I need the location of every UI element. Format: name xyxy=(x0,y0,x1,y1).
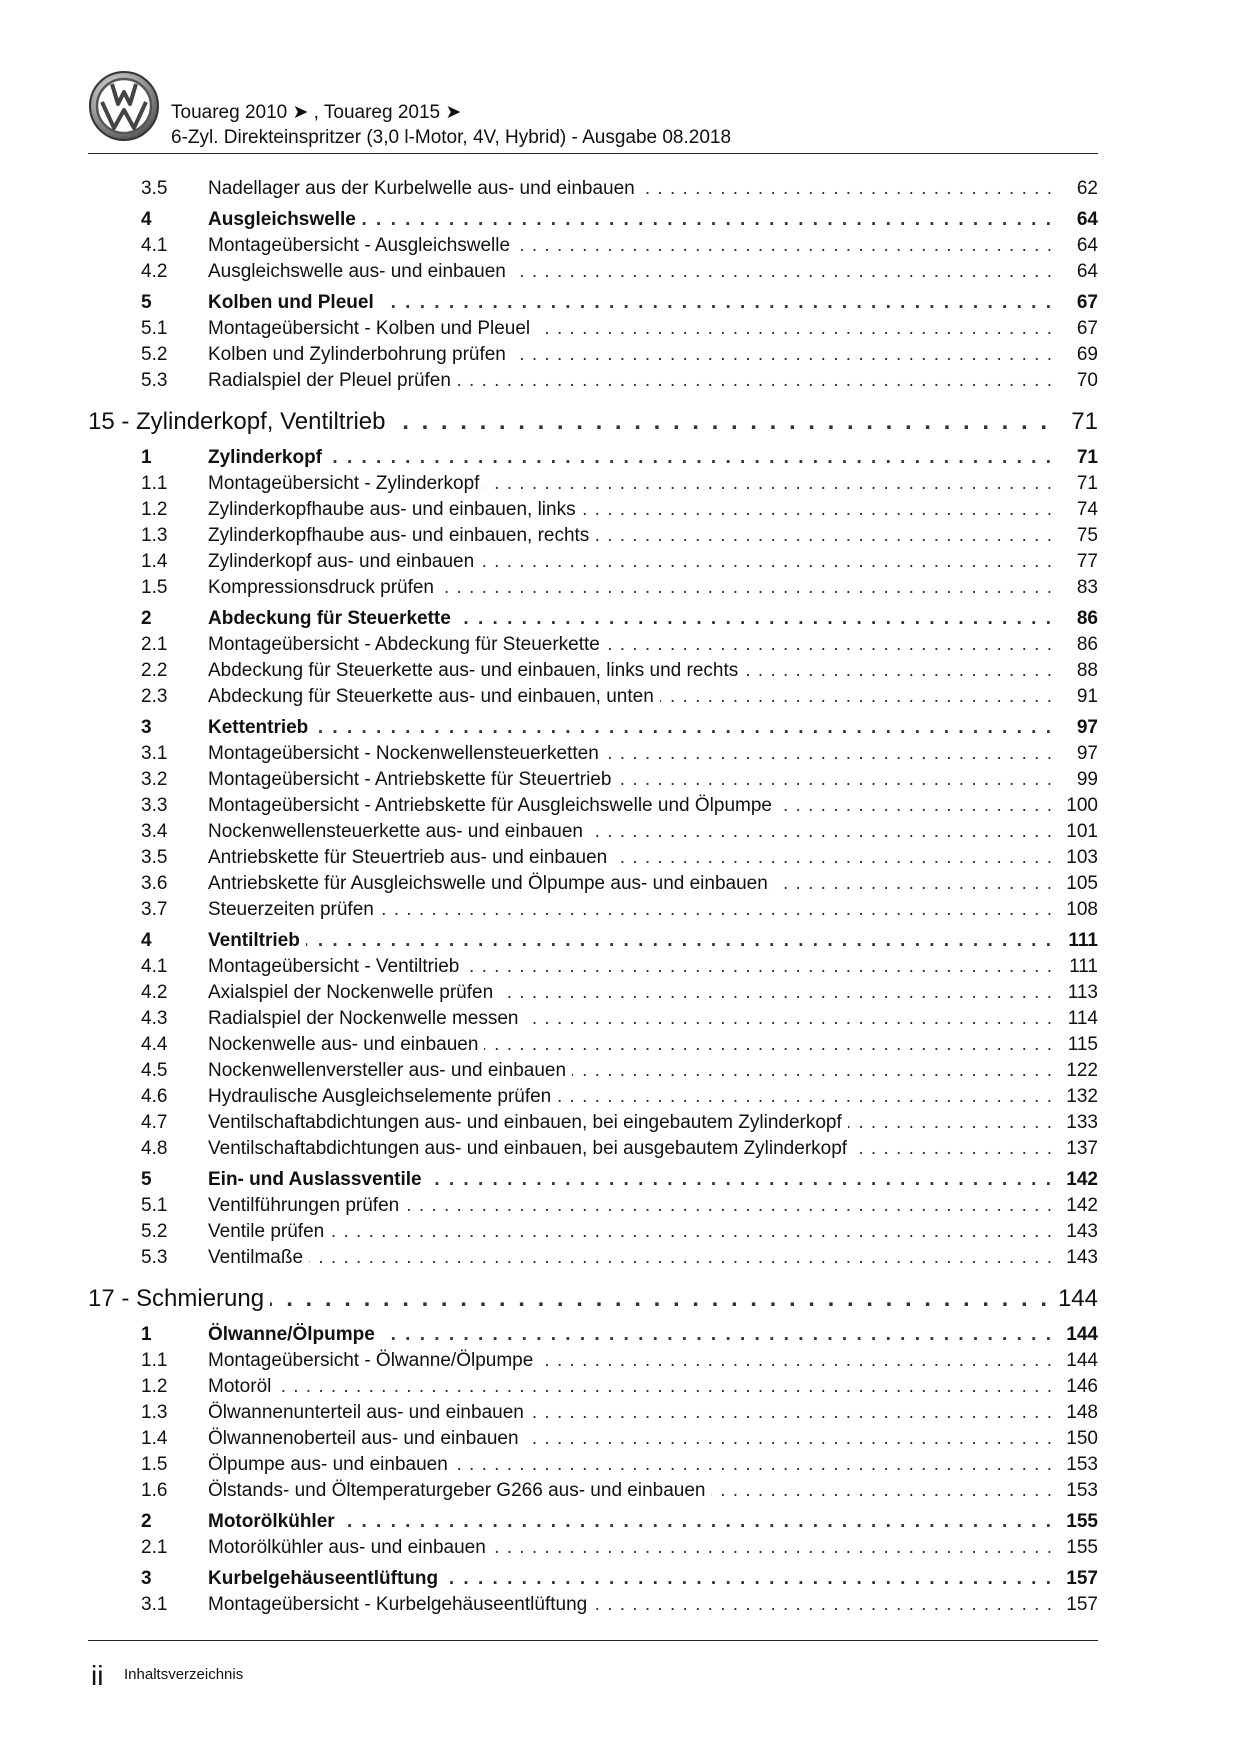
toc-entry[interactable] xyxy=(88,1400,1098,1426)
toc-page-number: 88 xyxy=(1076,660,1098,681)
toc-title-text: Montageübersicht - Ölwanne/Ölpumpe xyxy=(208,1350,539,1371)
toc-title xyxy=(208,176,1053,202)
toc-number: 1.1 xyxy=(141,1350,168,1371)
toc-title-text: Ein- und Auslassventile xyxy=(208,1169,428,1190)
toc-title xyxy=(208,1167,1053,1193)
toc-number: 2.1 xyxy=(141,1537,168,1558)
toc-entry[interactable] xyxy=(88,497,1098,523)
toc-number: 2.2 xyxy=(141,660,168,681)
toc-page-number: 101 xyxy=(1066,821,1098,842)
toc-title-text: Ausgleichswelle aus- und einbauen xyxy=(208,261,512,282)
toc-page-number: 99 xyxy=(1076,769,1098,790)
toc-title xyxy=(208,497,1053,523)
toc-entry[interactable] xyxy=(88,1452,1098,1478)
toc-number: 1.1 xyxy=(141,473,168,494)
toc-page-number: 64 xyxy=(1076,209,1098,230)
toc-entry[interactable] xyxy=(88,632,1098,658)
toc-number: 4.1 xyxy=(141,235,168,256)
toc-title xyxy=(208,1322,1053,1348)
toc-number: 4.1 xyxy=(141,956,168,977)
toc-title-text: Ventilführungen prüfen xyxy=(208,1195,405,1216)
toc-section[interactable] xyxy=(88,1167,1098,1193)
toc-section[interactable] xyxy=(88,1322,1098,1348)
toc-title xyxy=(208,549,1053,575)
vw-logo-icon xyxy=(88,70,160,142)
toc-title xyxy=(208,1193,1053,1219)
footer-page-number: ii xyxy=(91,1660,104,1691)
toc-number: 4.2 xyxy=(141,982,168,1003)
toc-page-number: 157 xyxy=(1066,1594,1098,1615)
toc-title xyxy=(208,523,1053,549)
toc-entry[interactable] xyxy=(88,176,1098,202)
toc-page-number: 91 xyxy=(1076,686,1098,707)
toc-entry[interactable] xyxy=(88,1136,1098,1162)
toc-title-text: Zylinderkopfhaube aus- und einbauen, rechts xyxy=(208,525,595,546)
toc-number: 3.2 xyxy=(141,769,168,790)
toc-title-text: Antriebskette für Ausgleichswelle und Ölpumpe aus- und einbauen xyxy=(208,873,774,894)
toc-number: 5 xyxy=(141,292,152,313)
toc-number: 1.4 xyxy=(141,1428,168,1449)
toc-page-number: 157 xyxy=(1066,1568,1098,1589)
toc-section[interactable] xyxy=(88,928,1098,954)
toc-entry[interactable] xyxy=(88,233,1098,259)
toc-title xyxy=(208,845,1053,871)
toc-section[interactable] xyxy=(88,1509,1098,1535)
toc-number: 4.4 xyxy=(141,1034,168,1055)
toc-title-text: Radialspiel der Pleuel prüfen xyxy=(208,370,457,391)
toc-title xyxy=(208,1400,1053,1426)
toc-entry[interactable] xyxy=(88,1426,1098,1452)
toc-number: 3 xyxy=(141,717,152,738)
toc-title-text: Ölpumpe aus- und einbauen xyxy=(208,1454,454,1475)
toc-entry[interactable] xyxy=(88,1006,1098,1032)
toc-page-number: 71 xyxy=(1071,408,1098,435)
toc-page-number: 144 xyxy=(1057,1285,1098,1312)
toc-number: 5.2 xyxy=(141,344,168,365)
toc-title-text: Ventilschaftabdichtungen aus- und einbauen, bei ausgebautem Zylinderkopf xyxy=(208,1138,853,1159)
toc-number: 5.3 xyxy=(141,1247,168,1268)
toc-chapter[interactable] xyxy=(88,1281,1098,1317)
toc-entry[interactable] xyxy=(88,980,1098,1006)
toc-title-text: Ölwannenunterteil aus- und einbauen xyxy=(208,1402,530,1423)
toc-title xyxy=(208,471,1053,497)
toc-title-text: Antriebskette für Steuertrieb aus- und einbauen xyxy=(208,847,613,868)
toc-title-text: Montageübersicht - Kurbelgehäuseentlüftung xyxy=(208,1594,593,1615)
toc-title xyxy=(208,207,1053,233)
toc-number: 4.3 xyxy=(141,1008,168,1029)
toc-title xyxy=(208,1478,1053,1504)
toc-page-number: 137 xyxy=(1066,1138,1098,1159)
toc-title xyxy=(208,658,1053,684)
toc-title-text: Montageübersicht - Antriebskette für Ausgleichswelle und Ölpumpe xyxy=(208,795,778,816)
toc-title xyxy=(208,1509,1053,1535)
toc-entry[interactable] xyxy=(88,658,1098,684)
footer-divider xyxy=(88,1640,1098,1641)
toc-page-number: 77 xyxy=(1076,551,1098,572)
toc-title xyxy=(208,1110,1053,1136)
toc-title xyxy=(208,1136,1053,1162)
toc-entry[interactable] xyxy=(88,741,1098,767)
toc-entry[interactable] xyxy=(88,845,1098,871)
toc-entry[interactable] xyxy=(88,523,1098,549)
toc-title-text: Abdeckung für Steuerkette aus- und einbauen, links und rechts xyxy=(208,660,744,681)
toc-title xyxy=(208,1452,1053,1478)
toc-number: 3 xyxy=(141,1568,152,1589)
toc-title xyxy=(208,897,1053,923)
toc-page-number: 114 xyxy=(1067,1008,1098,1029)
toc-title xyxy=(208,342,1053,368)
toc-number: 3.5 xyxy=(141,847,168,868)
toc-title xyxy=(208,1032,1053,1058)
toc-page-number: 105 xyxy=(1066,873,1098,894)
toc-title-text: Motorölkühler xyxy=(208,1511,341,1532)
toc-page-number: 70 xyxy=(1076,370,1098,391)
toc-number: 5.2 xyxy=(141,1221,168,1242)
toc-title-text: Ventiltrieb xyxy=(208,930,306,951)
toc-title xyxy=(208,1058,1053,1084)
toc-entry[interactable] xyxy=(88,1219,1098,1245)
toc-title-text: Montageübersicht - Zylinderkopf xyxy=(208,473,485,494)
toc-page-number: 111 xyxy=(1069,956,1098,977)
toc-page-number: 71 xyxy=(1076,473,1098,494)
toc-section[interactable] xyxy=(88,290,1098,316)
toc-entry[interactable] xyxy=(88,1535,1098,1561)
toc-entry[interactable] xyxy=(88,1032,1098,1058)
toc-number: 1.6 xyxy=(141,1480,168,1501)
toc-title xyxy=(208,1426,1053,1452)
toc-number: 4 xyxy=(141,930,152,951)
toc-title xyxy=(208,1374,1053,1400)
toc-page-number: 148 xyxy=(1066,1402,1098,1423)
toc-title-text: Montageübersicht - Nockenwellensteuerketten xyxy=(208,743,605,764)
toc-title-text: Montageübersicht - Ausgleichswelle xyxy=(208,235,516,256)
toc-title xyxy=(208,980,1053,1006)
toc-entry[interactable] xyxy=(88,819,1098,845)
toc-number: 4.5 xyxy=(141,1060,168,1081)
toc-page-number: 150 xyxy=(1066,1428,1098,1449)
toc-title xyxy=(208,233,1053,259)
toc-page-number: 144 xyxy=(1066,1324,1098,1345)
toc-title-text: Steuerzeiten prüfen xyxy=(208,899,380,920)
toc-entry[interactable] xyxy=(88,342,1098,368)
toc-title-text: Kolben und Zylinderbohrung prüfen xyxy=(208,344,512,365)
toc-page-number: 153 xyxy=(1066,1454,1098,1475)
toc-title xyxy=(88,404,1050,440)
toc-page-number: 133 xyxy=(1066,1112,1098,1133)
toc-title-text: Kurbelgehäuseentlüftung xyxy=(208,1568,444,1589)
toc-title-text: Nockenwellenversteller aus- und einbauen xyxy=(208,1060,572,1081)
toc-number: 3.5 xyxy=(141,178,168,199)
toc-page-number: 144 xyxy=(1066,1350,1098,1371)
toc-entry[interactable] xyxy=(88,575,1098,601)
toc-title-text: Ölstands- und Öltemperaturgeber G266 aus- und einbauen xyxy=(208,1480,711,1501)
toc-title xyxy=(208,715,1053,741)
toc-section[interactable] xyxy=(88,1566,1098,1592)
toc-page-number: 71 xyxy=(1076,447,1098,468)
header-engine-line: 6-Zyl. Direkteinspritzer (3,0 l-Motor, 4V, Hybrid) - Ausgabe 08.2018 xyxy=(171,127,732,148)
toc-number: 1.2 xyxy=(141,1376,168,1397)
toc-entry[interactable] xyxy=(88,897,1098,923)
toc-title-text: 15 - Zylinderkopf, Ventiltrieb xyxy=(88,408,391,435)
toc-number: 1.3 xyxy=(141,525,168,546)
toc-title xyxy=(208,1566,1053,1592)
toc-page-number: 146 xyxy=(1066,1376,1098,1397)
toc-entry[interactable] xyxy=(88,871,1098,897)
toc-page-number: 155 xyxy=(1066,1511,1098,1532)
toc-title xyxy=(208,632,1053,658)
toc-title xyxy=(208,954,1053,980)
toc-entry[interactable] xyxy=(88,471,1098,497)
toc-number: 1 xyxy=(141,447,152,468)
toc-page-number: 97 xyxy=(1076,743,1098,764)
toc-title-text: Zylinderkopf xyxy=(208,447,328,468)
toc-title xyxy=(208,1084,1053,1110)
toc-page-number: 64 xyxy=(1076,235,1098,256)
table-of-contents xyxy=(88,176,1098,1618)
toc-title-text: Nockenwelle aus- und einbauen xyxy=(208,1034,484,1055)
toc-entry[interactable] xyxy=(88,1058,1098,1084)
toc-number: 1 xyxy=(141,1324,152,1345)
toc-page-number: 111 xyxy=(1068,930,1098,951)
toc-title-text: 17 - Schmierung xyxy=(88,1285,270,1312)
toc-title xyxy=(208,819,1053,845)
toc-page-number: 115 xyxy=(1067,1034,1098,1055)
toc-title-text: Abdeckung für Steuerkette xyxy=(208,608,457,629)
toc-page-number: 74 xyxy=(1076,499,1098,520)
toc-number: 3.6 xyxy=(141,873,168,894)
toc-number: 5 xyxy=(141,1169,152,1190)
toc-number: 5.1 xyxy=(141,318,168,339)
toc-number: 2.3 xyxy=(141,686,168,707)
toc-title-text: Ventilmaße xyxy=(208,1247,309,1268)
toc-title-text: Montageübersicht - Abdeckung für Steuerkette xyxy=(208,634,606,655)
toc-title-text: Kettentrieb xyxy=(208,717,314,738)
toc-number: 3.3 xyxy=(141,795,168,816)
toc-number: 2 xyxy=(141,608,152,629)
toc-title-text: Montageübersicht - Ventiltrieb xyxy=(208,956,465,977)
toc-entry[interactable] xyxy=(88,1245,1098,1271)
toc-entry[interactable] xyxy=(88,767,1098,793)
toc-entry[interactable] xyxy=(88,1193,1098,1219)
toc-number: 4 xyxy=(141,209,152,230)
toc-page-number: 86 xyxy=(1076,634,1098,655)
toc-page-number: 64 xyxy=(1076,261,1098,282)
toc-title xyxy=(88,1281,1050,1317)
toc-page-number: 83 xyxy=(1076,577,1098,598)
toc-page-number: 69 xyxy=(1076,344,1098,365)
toc-title xyxy=(208,259,1053,285)
toc-title-text: Nockenwellensteuerkette aus- und einbauen xyxy=(208,821,589,842)
toc-number: 2.1 xyxy=(141,634,168,655)
toc-entry[interactable] xyxy=(88,259,1098,285)
toc-title-text: Ausgleichswelle xyxy=(208,209,362,230)
toc-number: 1.3 xyxy=(141,1402,168,1423)
toc-title xyxy=(208,767,1053,793)
toc-number: 1.5 xyxy=(141,1454,168,1475)
toc-title xyxy=(208,606,1053,632)
toc-title xyxy=(208,1592,1053,1618)
toc-title-text: Motoröl xyxy=(208,1376,277,1397)
toc-page-number: 155 xyxy=(1066,1537,1098,1558)
toc-title xyxy=(208,871,1053,897)
toc-page-number: 67 xyxy=(1076,292,1098,313)
toc-page-number: 67 xyxy=(1076,318,1098,339)
toc-title-text: Zylinderkopf aus- und einbauen xyxy=(208,551,480,572)
toc-title-text: Axialspiel der Nockenwelle prüfen xyxy=(208,982,499,1003)
toc-entry[interactable] xyxy=(88,793,1098,819)
toc-title xyxy=(208,1348,1053,1374)
toc-title-text: Hydraulische Ausgleichselemente prüfen xyxy=(208,1086,557,1107)
toc-entry[interactable] xyxy=(88,1110,1098,1136)
toc-title-text: Montageübersicht - Antriebskette für Steuertrieb xyxy=(208,769,617,790)
toc-page-number: 108 xyxy=(1066,899,1098,920)
toc-page-number: 97 xyxy=(1076,717,1098,738)
toc-entry[interactable] xyxy=(88,316,1098,342)
header-text xyxy=(171,100,731,150)
toc-title-text: Ventile prüfen xyxy=(208,1221,330,1242)
toc-title-text: Ölwannenoberteil aus- und einbauen xyxy=(208,1428,525,1449)
toc-number: 1.2 xyxy=(141,499,168,520)
toc-page-number: 62 xyxy=(1076,178,1098,199)
toc-title-text: Ventilschaftabdichtungen aus- und einbauen, bei eingebautem Zylinderkopf xyxy=(208,1112,848,1133)
toc-title xyxy=(208,1535,1053,1561)
toc-title xyxy=(208,741,1053,767)
footer-section-label: Inhaltsverzeichnis xyxy=(124,1666,244,1683)
toc-number: 3.7 xyxy=(141,899,168,920)
toc-title-text: Radialspiel der Nockenwelle messen xyxy=(208,1008,525,1029)
toc-title-text: Kolben und Pleuel xyxy=(208,292,380,313)
toc-title xyxy=(208,1245,1053,1271)
toc-page-number: 86 xyxy=(1076,608,1098,629)
toc-number: 3.1 xyxy=(141,743,168,764)
toc-number: 4.8 xyxy=(141,1138,168,1159)
toc-entry[interactable] xyxy=(88,549,1098,575)
toc-title xyxy=(208,684,1053,710)
toc-title xyxy=(208,793,1053,819)
toc-number: 3.4 xyxy=(141,821,168,842)
toc-entry[interactable] xyxy=(88,954,1098,980)
toc-page-number: 142 xyxy=(1066,1169,1098,1190)
toc-title-text: Ölwanne/Ölpumpe xyxy=(208,1324,381,1345)
header-vehicle-line: Touareg 2010 ➤ , Touareg 2015 ➤ xyxy=(171,102,462,123)
toc-title-text: Nadellager aus der Kurbelwelle aus- und einbauen xyxy=(208,178,641,199)
toc-page-number: 143 xyxy=(1066,1247,1098,1268)
toc-title-text: Kompressionsdruck prüfen xyxy=(208,577,440,598)
toc-section[interactable] xyxy=(88,207,1098,233)
toc-page-number: 153 xyxy=(1066,1480,1098,1501)
toc-page-number: 100 xyxy=(1066,795,1098,816)
toc-number: 4.7 xyxy=(141,1112,168,1133)
toc-number: 5.3 xyxy=(141,370,168,391)
toc-entry[interactable] xyxy=(88,368,1098,394)
toc-entry[interactable] xyxy=(88,1592,1098,1618)
toc-number: 2 xyxy=(141,1511,152,1532)
toc-entry[interactable] xyxy=(88,1348,1098,1374)
toc-page-number: 142 xyxy=(1066,1195,1098,1216)
toc-title-text: Abdeckung für Steuerkette aus- und einbauen, unten xyxy=(208,686,660,707)
toc-entry[interactable] xyxy=(88,1084,1098,1110)
header-divider xyxy=(88,153,1098,154)
toc-title xyxy=(208,290,1053,316)
toc-title-text: Motorölkühler aus- und einbauen xyxy=(208,1537,492,1558)
toc-section[interactable] xyxy=(88,715,1098,741)
toc-number: 3.1 xyxy=(141,1594,168,1615)
toc-title xyxy=(208,1219,1053,1245)
toc-number: 4.2 xyxy=(141,261,168,282)
toc-page-number: 132 xyxy=(1066,1086,1098,1107)
toc-page-number: 143 xyxy=(1066,1221,1098,1242)
toc-chapter[interactable] xyxy=(88,404,1098,440)
toc-section[interactable] xyxy=(88,606,1098,632)
toc-section[interactable] xyxy=(88,445,1098,471)
toc-page-number: 122 xyxy=(1066,1060,1098,1081)
toc-title xyxy=(208,1006,1053,1032)
toc-number: 5.1 xyxy=(141,1195,168,1216)
toc-page-number: 113 xyxy=(1067,982,1098,1003)
toc-page-number: 103 xyxy=(1066,847,1098,868)
toc-title xyxy=(208,575,1053,601)
toc-page-number: 75 xyxy=(1076,525,1098,546)
toc-entry[interactable] xyxy=(88,684,1098,710)
toc-title xyxy=(208,445,1053,471)
toc-title xyxy=(208,316,1053,342)
toc-title xyxy=(208,928,1053,954)
toc-number: 1.4 xyxy=(141,551,168,572)
toc-entry[interactable] xyxy=(88,1478,1098,1504)
toc-number: 4.6 xyxy=(141,1086,168,1107)
toc-title-text: Zylinderkopfhaube aus- und einbauen, links xyxy=(208,499,582,520)
toc-title xyxy=(208,368,1053,394)
toc-title-text: Montageübersicht - Kolben und Pleuel xyxy=(208,318,536,339)
toc-number: 1.5 xyxy=(141,577,168,598)
toc-entry[interactable] xyxy=(88,1374,1098,1400)
